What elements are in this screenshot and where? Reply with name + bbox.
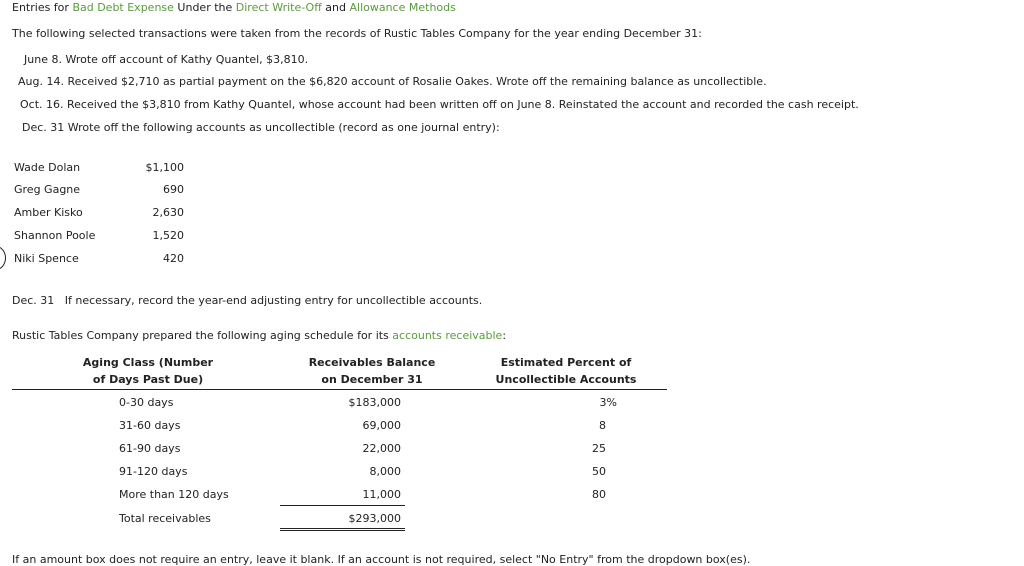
accounts-receivable-link[interactable]: accounts receivable bbox=[392, 329, 503, 342]
percent-cell: 8 bbox=[599, 419, 606, 432]
header-estimated-percent bbox=[486, 354, 646, 388]
transaction-june-8: June 8. Wrote off account of Kathy Quantel, $3,810. bbox=[24, 53, 309, 66]
writeoff-amount: 2,630 bbox=[152, 206, 184, 219]
title-prefix: Entries for bbox=[12, 1, 69, 14]
percent-cell: 80 bbox=[592, 488, 606, 501]
percent-cell: 25 bbox=[592, 442, 606, 455]
aging-intro-suffix: : bbox=[502, 329, 507, 342]
total-double-rule-1 bbox=[280, 528, 405, 529]
header-balance-line1: Receivables Balance bbox=[308, 356, 436, 369]
writeoff-name: Wade Dolan bbox=[14, 161, 81, 174]
allowance-methods-link[interactable]: Allowance Methods bbox=[349, 1, 456, 14]
aging-class-cell: More than 120 days bbox=[119, 488, 229, 501]
percent-cell: 3% bbox=[599, 396, 617, 409]
aging-intro bbox=[12, 329, 506, 342]
transaction-oct-16: Oct. 16. Received the $3,810 from Kathy Quantel, whose account had been written off on June 8. Reinstated the account and recorded the cash receipt. bbox=[20, 98, 859, 111]
direct-write-off-link[interactable]: Direct Write-Off bbox=[235, 1, 322, 14]
total-balance: $293,000 bbox=[348, 512, 401, 525]
aging-class-cell: 91-120 days bbox=[119, 465, 188, 478]
balance-cell: 69,000 bbox=[362, 419, 401, 432]
bad-debt-expense-link[interactable]: Bad Debt Expense bbox=[72, 1, 174, 14]
title-mid2: and bbox=[325, 1, 346, 14]
writeoff-amount: 1,520 bbox=[152, 229, 184, 242]
header-aging-class bbox=[60, 354, 236, 388]
balance-cell: 8,000 bbox=[369, 465, 401, 478]
writeoff-name: Niki Spence bbox=[14, 252, 79, 265]
balance-cell: 11,000 bbox=[362, 488, 401, 501]
total-double-rule-2 bbox=[280, 530, 405, 531]
table-header-rule bbox=[12, 389, 667, 390]
header-aging-class-line2: of Days Past Due) bbox=[92, 373, 204, 386]
page-title bbox=[12, 1, 456, 14]
title-mid1: Under the bbox=[177, 1, 233, 14]
dec31-adjusting-note: Dec. 31 If necessary, record the year-end adjusting entry for uncollectible accounts. bbox=[12, 294, 483, 307]
balance-cell: $183,000 bbox=[348, 396, 401, 409]
header-receivables-balance bbox=[292, 354, 452, 388]
transaction-dec-31: Dec. 31 Wrote off the following accounts as uncollectible (record as one journal entry): bbox=[22, 121, 500, 134]
header-aging-class-line1: Aging Class (Number bbox=[82, 356, 214, 369]
percent-cell: 50 bbox=[592, 465, 606, 478]
total-label: Total receivables bbox=[119, 512, 211, 525]
header-balance-line2: on December 31 bbox=[321, 373, 423, 386]
header-percent-line1: Estimated Percent of bbox=[500, 356, 632, 369]
aging-class-cell: 31-60 days bbox=[119, 419, 181, 432]
writeoff-amount: 420 bbox=[163, 252, 184, 265]
header-percent-line2: Uncollectible Accounts bbox=[495, 373, 637, 386]
aging-class-cell: 0-30 days bbox=[119, 396, 174, 409]
writeoff-amount: $1,100 bbox=[145, 161, 184, 174]
transaction-aug-14: Aug. 14. Received $2,710 as partial payment on the $6,820 account of Rosalie Oakes. Wrote off the remaining balance as uncollectible. bbox=[18, 75, 767, 88]
writeoff-name: Amber Kisko bbox=[14, 206, 83, 219]
instructions-text: If an amount box does not require an entry, leave it blank. If an account is not required, select "No Entry" from the dropdown box(es). bbox=[12, 553, 751, 566]
intro-text: The following selected transactions were taken from the records of Rustic Tables Company for the year ending December 31: bbox=[12, 27, 702, 40]
decorative-circle bbox=[0, 246, 6, 270]
aging-intro-prefix: Rustic Tables Company prepared the following aging schedule for its bbox=[12, 329, 389, 342]
writeoff-name: Greg Gagne bbox=[14, 183, 81, 196]
writeoff-name: Shannon Poole bbox=[14, 229, 96, 242]
writeoff-amount: 690 bbox=[163, 183, 184, 196]
aging-class-cell: 61-90 days bbox=[119, 442, 181, 455]
total-top-rule bbox=[280, 505, 405, 506]
balance-cell: 22,000 bbox=[362, 442, 401, 455]
